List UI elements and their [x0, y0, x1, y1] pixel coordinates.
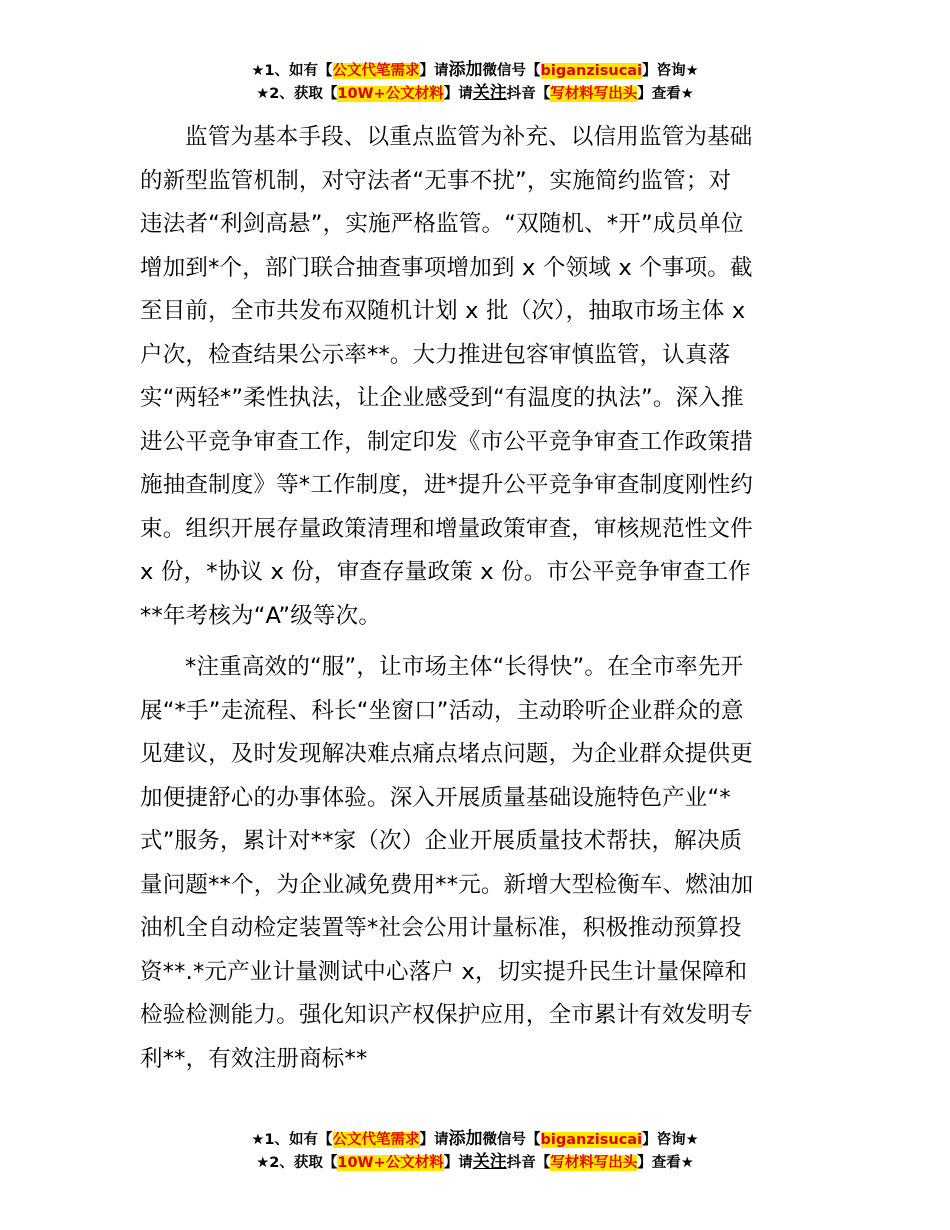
document-body — [140, 116, 812, 1081]
promo-line-2: ★2、获取【10W+公文材料】请关注抖音【写材料写出头】查看★ — [256, 83, 694, 103]
promo-line-1: ★1、如有【公文代笔需求】请添加微信号【biganzisucai】咨询★ — [251, 1129, 699, 1149]
highlight-wechat-id: biganzisucai — [540, 1132, 643, 1148]
highlight-service: 公文代笔需求 — [332, 63, 420, 79]
top-promo-banner — [0, 59, 950, 105]
highlight-douyin-account: 写材料写出头 — [550, 86, 638, 102]
emphasis-follow: 关注 — [472, 1152, 507, 1172]
emphasis-add: 添加 — [448, 60, 483, 80]
paragraph-1: 监管为基本手段、以重点监管为补充、以信用监管为基础 的新型监管机制，对守法者“无事不扰”，实施简约监管；对 违法者“利剑高悬”，实施严格监管。“双随机、*开”成员单位 增加到*个，部门联合抽查事项增加到 x 个领域 x 个事项。截 至目前，全市共发布双随机计划 x 批（次），抽取市场主体 x 户次，检查结果公示率**。大力推进包容审慎监管，认真落 实“两轻*”柔性执法，让企业感受到“有温度的执法”。深入推 进公平竞争审查工作，制定印发《市公平竞争审查工作政策措 施抽查制度》等*工作制度，进*提升公平竞争审查制度刚性约 束。组织开展存量政策清理和增量政策审查，审核规范性文件 x 份，*协议 x 份，审查存量政策 x 份。市公平竞争审查工作 **年考核为“A”级等次。 — [140, 124, 754, 629]
bottom-promo-banner — [0, 1128, 950, 1174]
highlight-materials: 10W+公文材料 — [337, 86, 444, 102]
emphasis-add: 添加 — [448, 1129, 483, 1149]
promo-line-2: ★2、获取【10W+公文材料】请关注抖音【写材料写出头】查看★ — [256, 1152, 694, 1172]
highlight-wechat-id: biganzisucai — [540, 63, 643, 79]
emphasis-follow: 关注 — [472, 83, 507, 103]
highlight-materials: 10W+公文材料 — [337, 1155, 444, 1171]
paragraph-2: *注重高效的“服”，让市场主体“长得快”。在全市率先开 展“*手”走流程、科长“坐窗口”活动，主动聆听企业群众的意 见建议，及时发现解决难点痛点堵点问题，为企业群众提供更 加便捷舒心的办事体验。深入开展质量基础设施特色产业“* 式”服务，累计对**家（次）企业开展质量技术帮扶，解决质 量问题**个，为企业减免费用**元。新增大型检衡车、燃油加 油机全自动检定装置等*社会公用计量标准，积极推动预算投 资**.*元产业计量测试中心落户 x，切实提升民生计量保障和 检验检测能力。强化知识产权保护应用，全市累计有效发明专 利**，有效注册商标** — [140, 654, 754, 1072]
highlight-douyin-account: 写材料写出头 — [550, 1155, 638, 1171]
highlight-service: 公文代笔需求 — [332, 1132, 420, 1148]
promo-line-1: ★1、如有【公文代笔需求】请添加微信号【biganzisucai】咨询★ — [251, 60, 699, 80]
